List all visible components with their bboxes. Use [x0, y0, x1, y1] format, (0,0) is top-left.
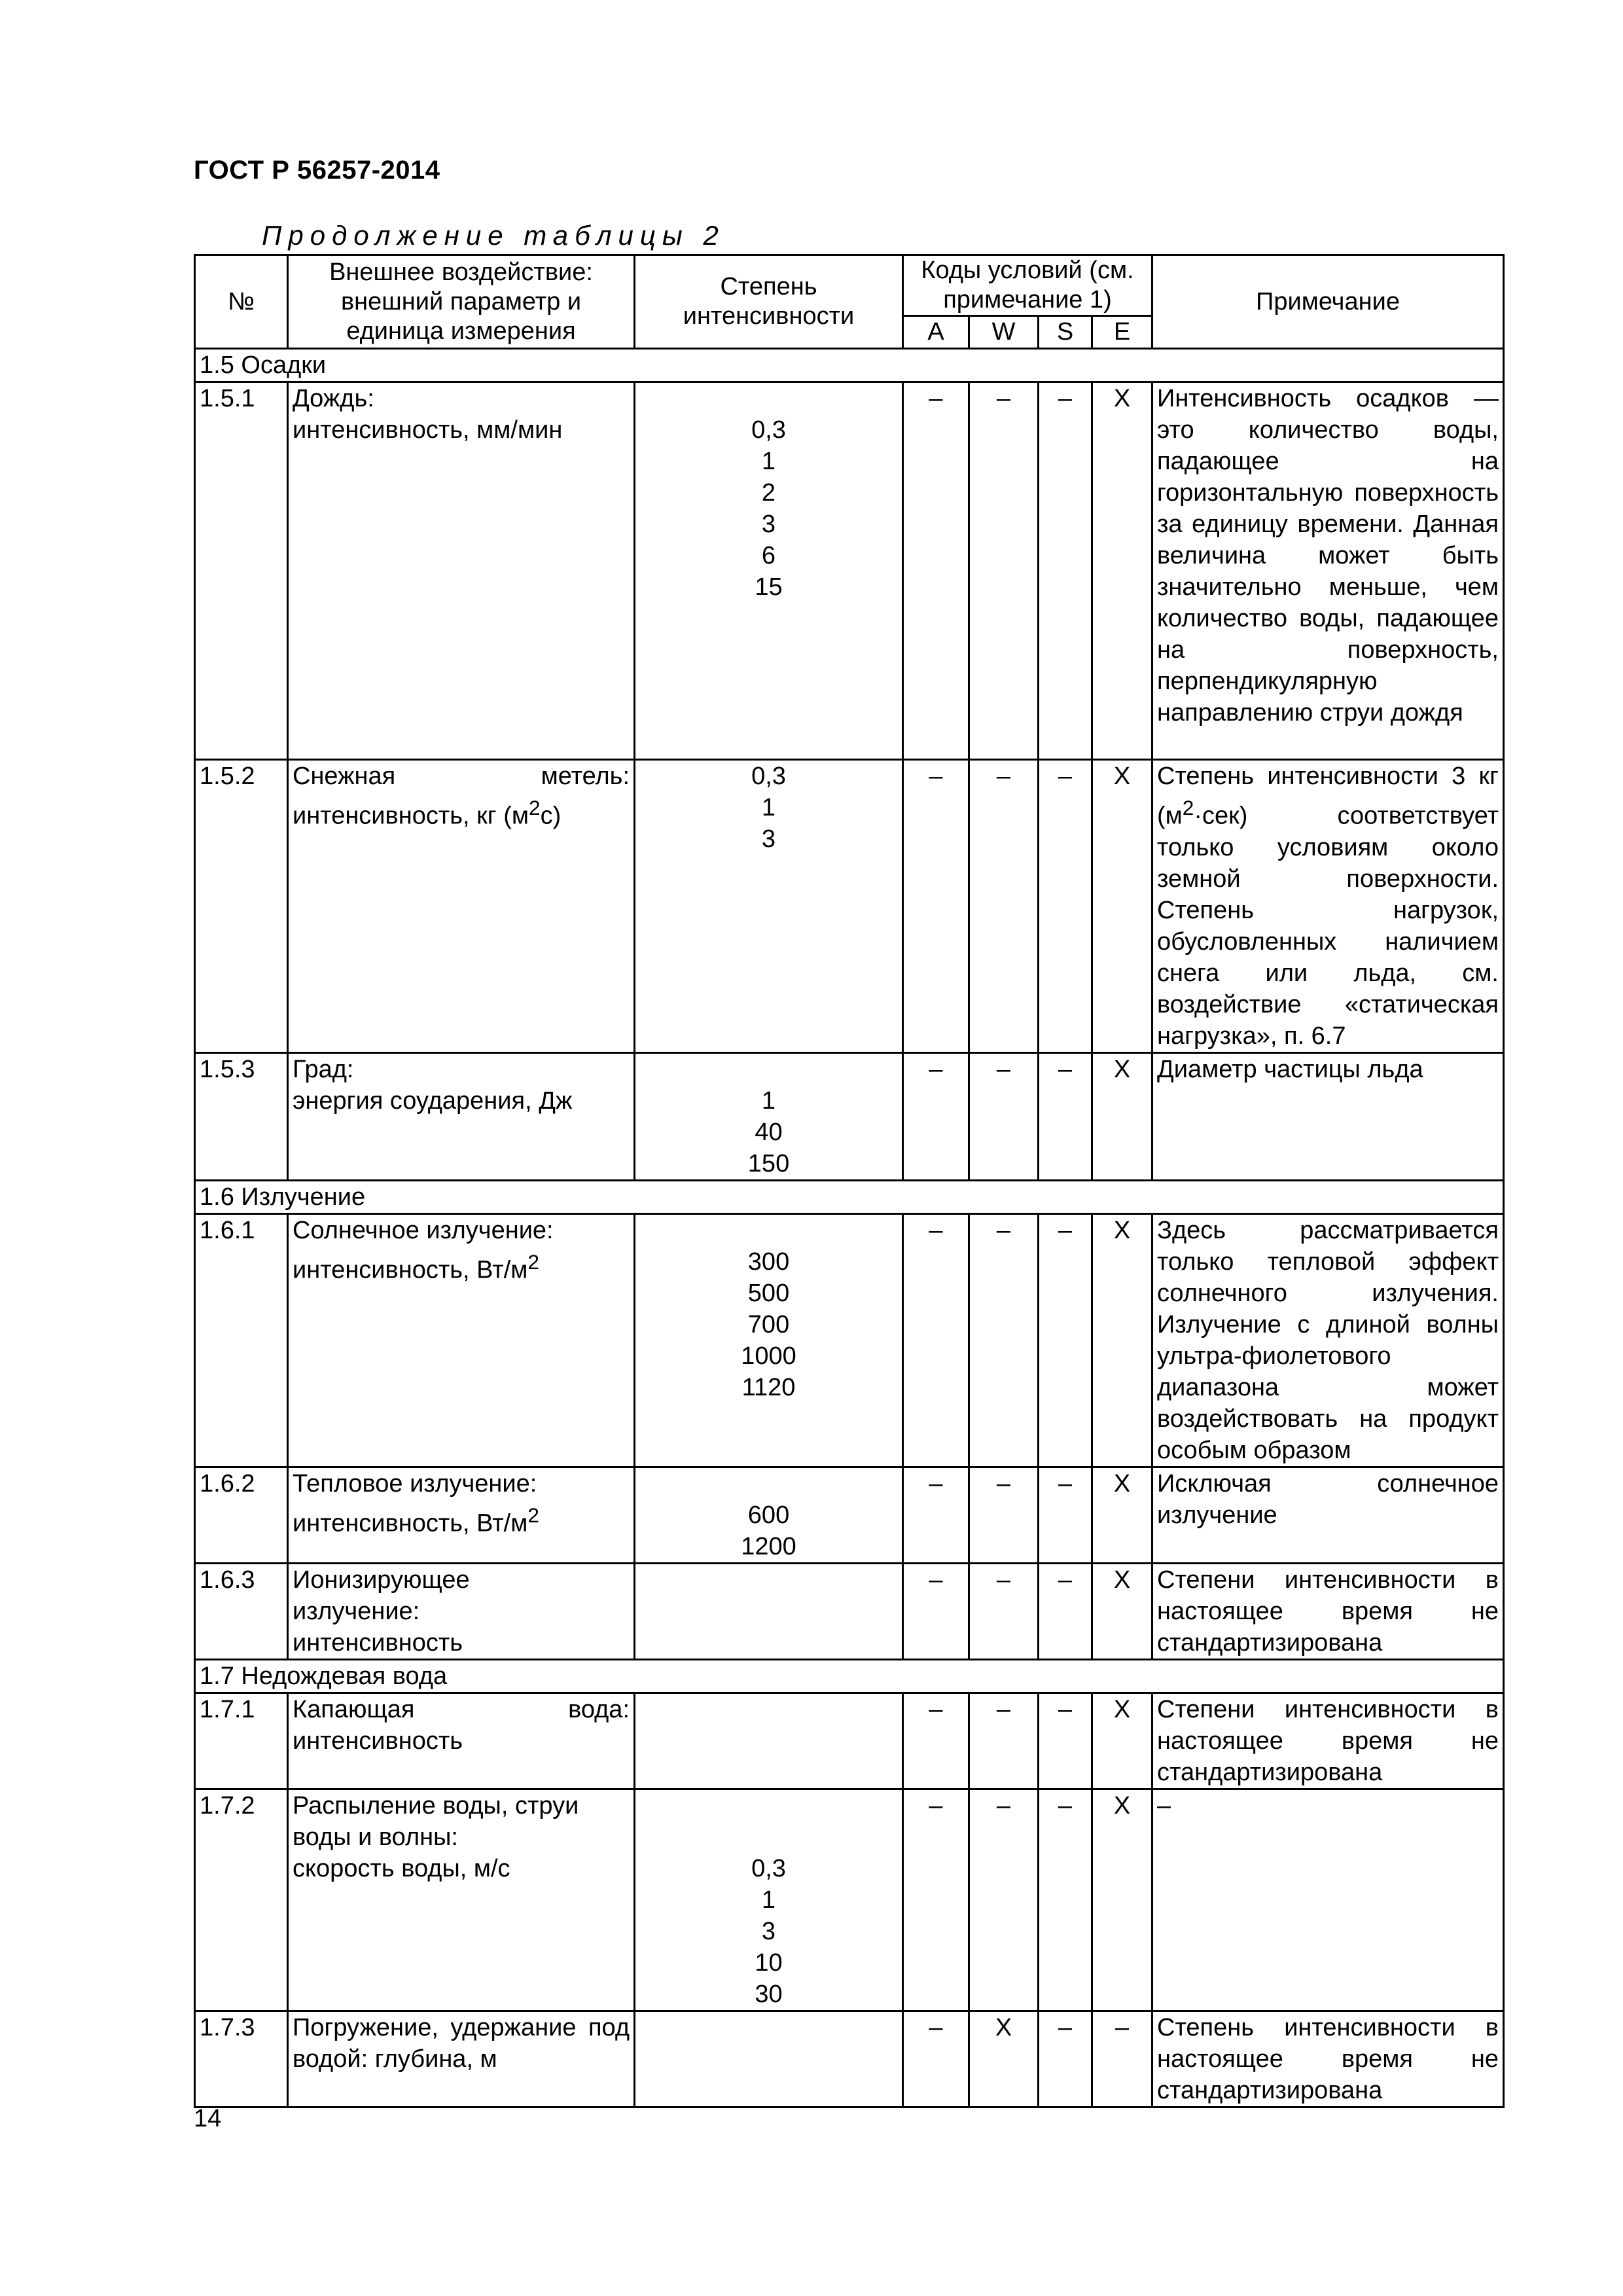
row-num: 1.6.3 — [195, 1563, 288, 1659]
row-note: Степени интенсивности в настоящее время не стандартизирована — [1152, 1563, 1504, 1659]
row-code-e: X — [1092, 760, 1152, 1053]
row-code-a: – — [903, 1693, 969, 1789]
row-impact — [288, 1213, 635, 1467]
row-code-s: – — [1039, 1213, 1092, 1467]
row-code-s: – — [1039, 1052, 1092, 1180]
row-note: Интенсивность осадков — это количество воды, падающее на горизонтальную поверхность за единицу времени. Данная величина может быть значительно меньше, чем количество воды, падающее на поверхность, перпендикулярную направлению струи дождя — [1152, 382, 1504, 760]
row-code-s: – — [1039, 1563, 1092, 1659]
row-code-e: X — [1092, 382, 1152, 760]
table-row — [195, 1563, 1504, 1659]
page-number: 14 — [194, 2105, 222, 2132]
row-code-w: – — [969, 1467, 1039, 1563]
impact-sup: 2 — [527, 1503, 539, 1527]
impact-sup: 2 — [527, 1249, 539, 1274]
row-code-s: – — [1039, 1693, 1092, 1789]
row-code-e: – — [1092, 2011, 1152, 2107]
row-num: 1.7.1 — [195, 1693, 288, 1789]
table-row — [195, 1213, 1504, 1467]
note-text: Степень интенсивности 3 кг (м — [1157, 762, 1499, 830]
document-code: ГОСТ Р 56257-2014 — [194, 156, 440, 185]
row-degree — [635, 2011, 903, 2107]
row-impact — [288, 760, 635, 1053]
row-code-w: – — [969, 382, 1039, 760]
row-num: 1.7.2 — [195, 1789, 288, 2011]
header-note: Примечание — [1152, 255, 1504, 349]
row-code-s: – — [1039, 382, 1092, 760]
row-code-w: X — [969, 2011, 1039, 2107]
row-num: 1.5.1 — [195, 382, 288, 760]
section-row — [195, 349, 1504, 382]
table-row — [195, 1052, 1504, 1180]
table-row — [195, 2011, 1504, 2107]
row-impact: Град: энергия соударения, Дж — [288, 1052, 635, 1180]
impact-tail: с) — [540, 802, 562, 830]
row-code-w: – — [969, 1693, 1039, 1789]
header-num: № — [195, 255, 288, 349]
row-code-w: – — [969, 1213, 1039, 1467]
row-code-s: – — [1039, 2011, 1092, 2107]
section-row — [195, 1659, 1504, 1693]
header-code-e: E — [1092, 316, 1152, 349]
row-code-a: – — [903, 1467, 969, 1563]
row-note: Исключая солнечное излучение — [1152, 1467, 1504, 1563]
row-code-e: X — [1092, 1693, 1152, 1789]
row-note: Здесь рассматривается только тепловой эффект солнечного излучения. Излучение с длиной волны ультра-фиолетового диапазона может воздействовать на продукт особым образом — [1152, 1213, 1504, 1467]
row-num: 1.5.2 — [195, 760, 288, 1053]
row-code-w: – — [969, 1789, 1039, 2011]
row-degree: 0,3 1 2 3 6 15 — [635, 382, 903, 760]
row-code-a: – — [903, 1789, 969, 2011]
row-code-w: – — [969, 1052, 1039, 1180]
impact-text: Снежная метель: интенсивность, кг (м — [293, 762, 630, 830]
row-note: Диаметр частицы льда — [1152, 1052, 1504, 1180]
row-note: – — [1152, 1789, 1504, 2011]
header-degree: Степень интенсивности — [635, 255, 903, 349]
row-degree: 0,3 1 3 10 30 — [635, 1789, 903, 2011]
row-num: 1.7.3 — [195, 2011, 288, 2107]
row-code-e: X — [1092, 1789, 1152, 2011]
impact-text: Тепловое излучение: интенсивность, Вт/м — [293, 1469, 537, 1537]
row-code-s: – — [1039, 760, 1092, 1053]
row-impact: Распыление воды, струи воды и волны: скорость воды, м/с — [288, 1789, 635, 2011]
header-code-w: W — [969, 316, 1039, 349]
row-degree: 1 40 150 — [635, 1052, 903, 1180]
table-row — [195, 760, 1504, 1053]
row-impact: Дождь: интенсивность, мм/мин — [288, 382, 635, 760]
note-text-tail: ·сек) соответствует только условиям около земной поверхности. Степень нагрузок, обусловленных наличием снега или льда, см. воздействие «статическая нагрузка», п. 6.7 — [1157, 802, 1499, 1050]
row-code-a: – — [903, 1563, 969, 1659]
row-impact: Капающая вода: интенсивность — [288, 1693, 635, 1789]
impact-sup: 2 — [528, 796, 541, 819]
row-degree — [635, 1563, 903, 1659]
row-impact — [288, 1467, 635, 1563]
table-row — [195, 1789, 1504, 2011]
table-row — [195, 382, 1504, 760]
row-num: 1.6.2 — [195, 1467, 288, 1563]
note-sup: 2 — [1182, 796, 1194, 819]
header-code-a: A — [903, 316, 969, 349]
row-code-a: – — [903, 1052, 969, 1180]
section-row — [195, 1180, 1504, 1213]
section-title: 1.7 Недождевая вода — [195, 1659, 1504, 1693]
section-title: 1.5 Осадки — [195, 349, 1504, 382]
row-code-a: – — [903, 2011, 969, 2107]
row-code-e: X — [1092, 1213, 1152, 1467]
row-degree — [635, 1693, 903, 1789]
header-codes: Коды условий (см. примечание 1) — [903, 255, 1152, 316]
row-num: 1.6.1 — [195, 1213, 288, 1467]
row-code-w: – — [969, 760, 1039, 1053]
row-impact: Погружение, удержание под водой: глубина, м — [288, 2011, 635, 2107]
row-degree: 600 1200 — [635, 1467, 903, 1563]
conditions-table — [194, 254, 1505, 2108]
table-row — [195, 1693, 1504, 1789]
row-code-s: – — [1039, 1789, 1092, 2011]
row-impact: Ионизирующее излучение: интенсивность — [288, 1563, 635, 1659]
row-code-w: – — [969, 1563, 1039, 1659]
row-code-e: X — [1092, 1467, 1152, 1563]
header-impact: Внешнее воздействие: внешний параметр и единица измерения — [288, 255, 635, 349]
row-degree: 300 500 700 1000 1120 — [635, 1213, 903, 1467]
row-code-e: X — [1092, 1052, 1152, 1180]
row-code-s: – — [1039, 1467, 1092, 1563]
table-row — [195, 1467, 1504, 1563]
row-note: Степень интенсивности в настоящее время не стандартизирована — [1152, 2011, 1504, 2107]
row-note — [1152, 760, 1504, 1053]
row-code-a: – — [903, 1213, 969, 1467]
row-code-a: – — [903, 382, 969, 760]
row-code-e: X — [1092, 1563, 1152, 1659]
row-code-a: – — [903, 760, 969, 1053]
impact-text: Солнечное излучение: интенсивность, Вт/м — [293, 1216, 554, 1284]
row-degree: 0,3 1 3 — [635, 760, 903, 1053]
table-caption: Продолжение таблицы 2 — [262, 220, 725, 251]
row-note: Степени интенсивности в настоящее время не стандартизирована — [1152, 1693, 1504, 1789]
section-title: 1.6 Излучение — [195, 1180, 1504, 1213]
header-code-s: S — [1039, 316, 1092, 349]
row-num: 1.5.3 — [195, 1052, 288, 1180]
